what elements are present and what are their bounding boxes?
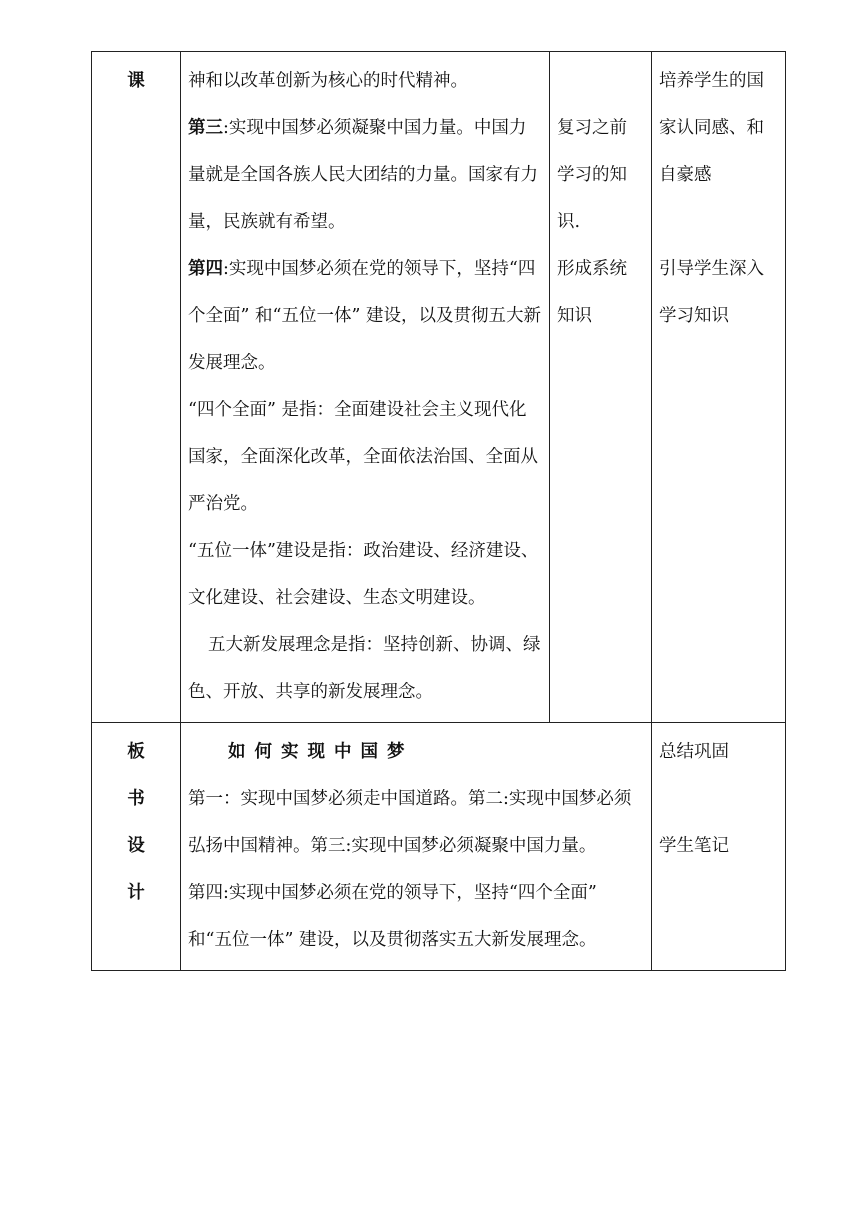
five-in-one-def: “五位一体”建设是指：政治建设、经济建设、文化建设、社会建设、生态文明建设。 bbox=[188, 541, 539, 608]
row-label-board-design: 板 书 设 计 bbox=[92, 723, 181, 971]
row-label-lesson: 课 bbox=[92, 52, 181, 723]
point-four-text: :实现中国梦必须在党的领导下，坚持“四个全面” 和“五位一体” 建设，以及贯彻五大新发展理念。 bbox=[188, 259, 541, 373]
board-design-row bbox=[92, 723, 786, 971]
lesson-content-cell bbox=[181, 52, 550, 723]
board-side-cell bbox=[652, 723, 786, 971]
student-activity-system: 形成系统知识 bbox=[557, 259, 627, 326]
five-concepts-def: 五大新发展理念是指：坚持创新、协调、绿色、开放、共享的新发展理念。 bbox=[188, 635, 541, 702]
four-comprehensive-def: “四个全面” 是指：全面建设社会主义现代化国家，全面深化改革，全面依法治国、全面从严治党。 bbox=[188, 400, 538, 514]
board-points-one-to-three: 第一：实现中国梦必须走中国道路。第二:实现中国梦必须弘扬中国精神。第三:实现中国梦必须凝聚中国力量。 bbox=[188, 789, 632, 856]
board-side-summary: 总结巩固 bbox=[659, 742, 729, 762]
point-three-text: :实现中国梦必须凝聚中国力量。中国力量就是全国各族人民大团结的力量。国家有力量，民族就有希望。 bbox=[188, 118, 538, 232]
point-four bbox=[188, 246, 542, 387]
board-side-notes: 学生笔记 bbox=[659, 836, 729, 856]
board-title: 如何实现中国梦 bbox=[228, 742, 414, 762]
point-three bbox=[188, 105, 542, 246]
design-intent-identity: 培养学生的国家认同感、和自豪感 bbox=[659, 71, 764, 185]
point-three-head: 第三 bbox=[188, 118, 223, 138]
intro-line: 神和以改革创新为核心的时代精神。 bbox=[188, 71, 468, 91]
design-intent-cell bbox=[652, 52, 786, 723]
lesson-plan-table bbox=[91, 51, 786, 971]
board-point-four: 第四:实现中国梦必须在党的领导下，坚持“四个全面” 和“五位一体” 建设，以及贯彻落实五大新发展理念。 bbox=[188, 883, 597, 950]
design-intent-guide: 引导学生深入学习知识 bbox=[659, 259, 764, 326]
student-activity-review: 复习之前学习的知识. bbox=[557, 118, 627, 232]
student-activity-cell bbox=[550, 52, 652, 723]
teaching-process-row bbox=[92, 52, 786, 723]
board-content-cell bbox=[181, 723, 652, 971]
point-four-head: 第四 bbox=[188, 259, 223, 279]
